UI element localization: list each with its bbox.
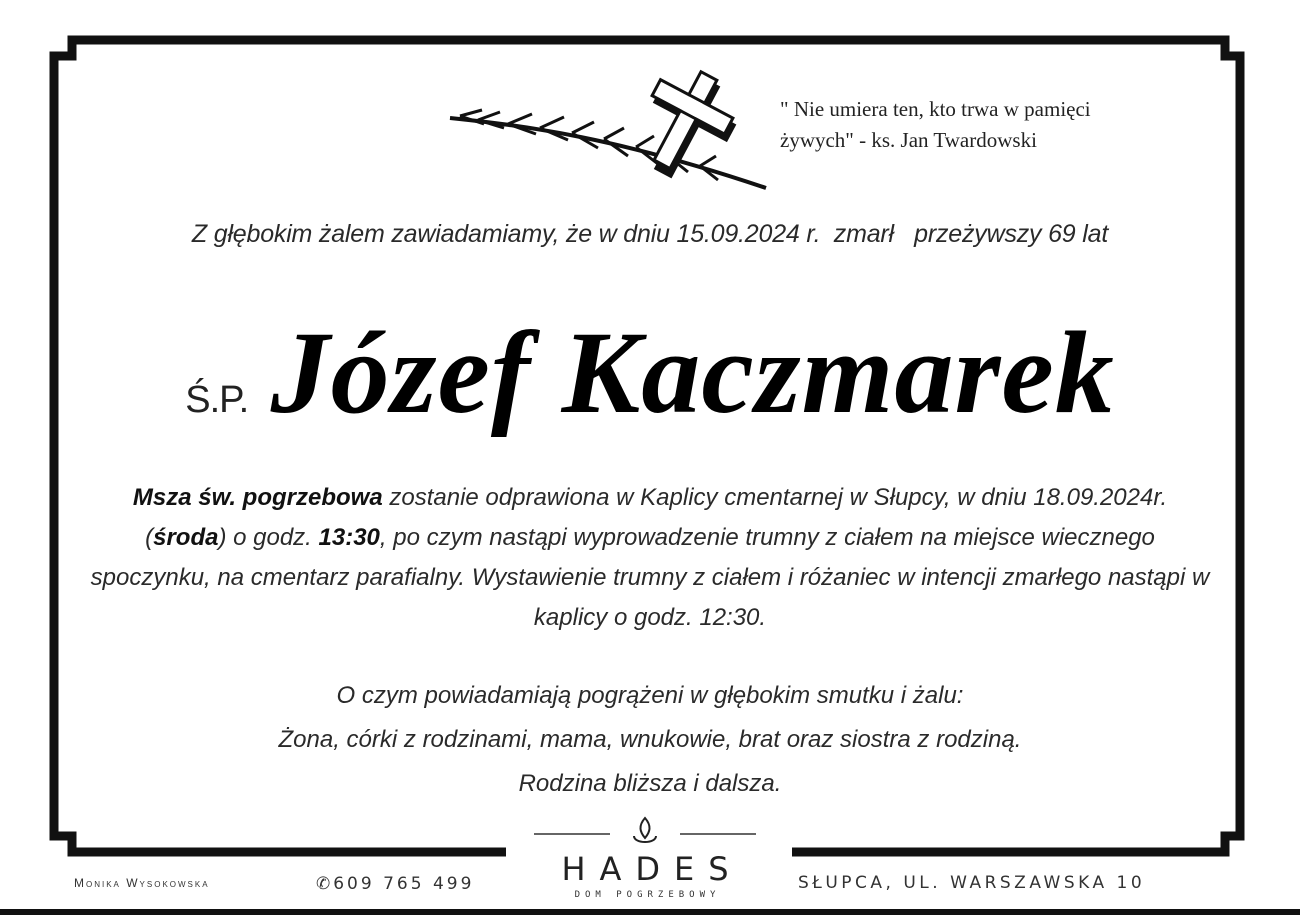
mass-text-3: , po czym nastąpi wyprowadzenie trumny z ciałem na miejsce wiecznego spoczynku, na cmentarz parafialny. Wystawienie trumny z ciałem i różaniec w intencji zmarłego nastąpi w kaplicy o godz. 12:30. xyxy=(90,524,1210,631)
mass-text-2: ) o godz. xyxy=(218,524,319,551)
funeral-home-address: SŁUPCA, UL. WARSZAWSKA 10 xyxy=(798,873,1146,893)
mass-time: 13:30 xyxy=(318,524,380,551)
logo-name: HADES xyxy=(561,850,743,888)
mass-text-1: zostanie odprawiona w Kaplicy cmentarnej w Słupcy, w dniu 18.09.2024r. ( xyxy=(145,484,1168,551)
intro-text-c: lat xyxy=(1075,220,1109,248)
cross-icon xyxy=(628,68,748,186)
intro-text-b: r. zmarł przeżywszy xyxy=(799,220,1049,248)
quote-line-2: żywych" - ks. Jan Twardowski xyxy=(780,128,1037,152)
closing-line-3: Rodzina bliższa i dalsza. xyxy=(518,770,782,797)
mass-label: Msza św. pogrzebowa xyxy=(132,484,383,511)
funeral-home-logo xyxy=(520,816,770,906)
cross-graphic xyxy=(448,68,778,198)
age: 69 xyxy=(1048,220,1076,248)
death-announcement xyxy=(0,220,1300,249)
closing-line-1: O czym powiadamiają pogrążeni w głębokim smutku i żalu: xyxy=(336,682,964,709)
deceased-name: Józef Kaczmarek xyxy=(270,307,1115,438)
memorial-quote xyxy=(780,94,1220,156)
logo-subtitle: DOM POGRZEBOWY xyxy=(574,890,721,900)
contact-person: Monika Wysokowska xyxy=(74,876,210,890)
closing-line-2: Żona, córki z rodzinami, mama, wnukowie, brat oraz siostra z rodziną. xyxy=(278,726,1022,753)
death-date: 15.09.2024 xyxy=(676,220,800,248)
closing-text xyxy=(0,674,1300,806)
name-prefix: Ś.P. xyxy=(185,379,249,421)
intro-text-a: Z głębokim żalem zawiadamiamy, że w dniu xyxy=(191,220,677,248)
contact-phone: ✆609 765 499 xyxy=(316,874,475,894)
deceased-name-row xyxy=(0,305,1300,441)
funeral-mass-details xyxy=(90,478,1210,638)
mass-day: środa xyxy=(153,524,219,551)
quote-line-1: " Nie umiera ten, kto trwa w pamięci xyxy=(780,97,1091,121)
